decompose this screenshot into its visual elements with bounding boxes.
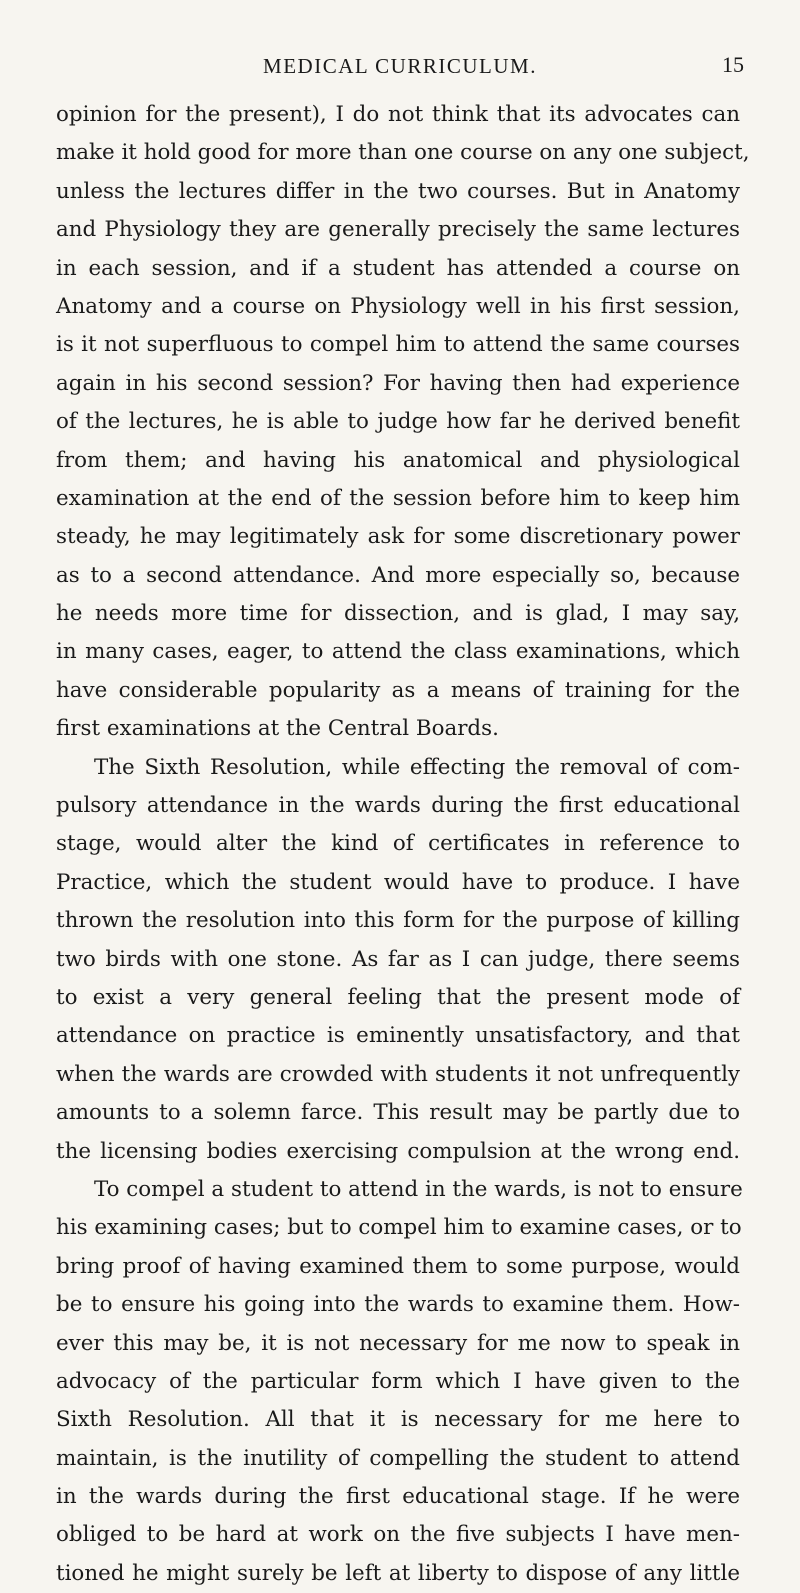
- text-line: in the wards during the first educational stage. If he were: [56, 1484, 740, 1510]
- text-line: have considerable popularity as a means of training for the: [56, 677, 740, 703]
- text-line: pulsory attendance in the wards during the first educational: [56, 793, 740, 819]
- text-line: as to a second attendance. And more especially so, because: [56, 562, 740, 588]
- text-line: in each session, and if a student has attended a course on: [56, 255, 740, 281]
- text-line: the licensing bodies exercising compulsion at the wrong end.: [56, 1138, 740, 1164]
- text-line: opinion for the present), I do not think that its advocates can: [56, 102, 740, 127]
- paragraph-start-line: The Sixth Resolution, while effecting the removal of com-: [94, 754, 740, 780]
- text-line: in many cases, eager, to attend the class examinations, which: [56, 639, 740, 665]
- text-line: bring proof of having examined them to some purpose, would: [56, 1253, 740, 1279]
- text-line: unless the lectures differ in the two courses. But in Anatomy: [56, 178, 740, 204]
- text-line: Anatomy and a course on Physiology well in his first session,: [56, 293, 740, 319]
- text-line: steady, he may legitimately ask for some discretionary power: [56, 524, 740, 550]
- text-line: advocacy of the particular form which I have given to the: [56, 1368, 740, 1394]
- text-line: examination at the end of the session before him to keep him: [56, 485, 740, 511]
- page-number: 15: [722, 52, 744, 77]
- text-line: two birds with one stone. As far as I can judge, there seems: [56, 946, 740, 972]
- text-line: To compel a student to attend in the wards, is not to ensure: [94, 1176, 743, 1202]
- text-line: Sixth Resolution. All that it is necessary for me here to: [56, 1407, 740, 1433]
- text-line: maintain, is the inutility of compelling the student to attend: [56, 1445, 740, 1471]
- text-line: again in his second session? For having then had experience: [56, 370, 740, 396]
- text-line: make it hold good for more than one course on any one subject,: [56, 140, 750, 166]
- text-line: when the wards are crowded with students it not unfrequently: [56, 1061, 740, 1087]
- text-line: is it not superfluous to compel him to attend the same courses: [56, 332, 740, 358]
- text-line: from them; and having his anatomical and physiological: [56, 447, 740, 473]
- text-line: tioned he might surely be left at liberty to dispose of any little: [56, 1560, 740, 1586]
- text-line: thrown the resolution into this form for the purpose of killing: [56, 908, 740, 934]
- running-title: MEDICAL CURRICULUM.: [263, 54, 537, 78]
- text-line: Practice, which the student would have to produce. I have: [56, 869, 740, 895]
- text-line: amounts to a solemn farce. This result may be partly due to: [56, 1100, 740, 1126]
- body-text: [56, 96, 750, 1593]
- text-line: to exist a very general feeling that the present mode of: [56, 984, 740, 1010]
- text-line: his examining cases; but to compel him to examine cases, or to: [56, 1215, 742, 1241]
- text-line: and Physiology they are generally precisely the same lectures: [56, 217, 740, 243]
- running-head: [0, 50, 800, 84]
- paragraph-end-line: first examinations at the Central Boards.: [56, 716, 499, 742]
- text-line: be to ensure his going into the wards to examine them. How-: [56, 1292, 740, 1318]
- text-line: ever this may be, it is not necessary for me now to speak in: [56, 1330, 740, 1356]
- text-line: obliged to be hard at work on the five subjects I have men-: [56, 1522, 740, 1548]
- text-line: stage, would alter the kind of certificates in reference to: [56, 831, 740, 857]
- text-line: he needs more time for dissection, and is glad, I may say,: [56, 601, 740, 627]
- text-line: of the lectures, he is able to judge how far he derived benefit: [56, 409, 740, 435]
- text-line: attendance on practice is eminently unsatisfactory, and that: [56, 1023, 740, 1049]
